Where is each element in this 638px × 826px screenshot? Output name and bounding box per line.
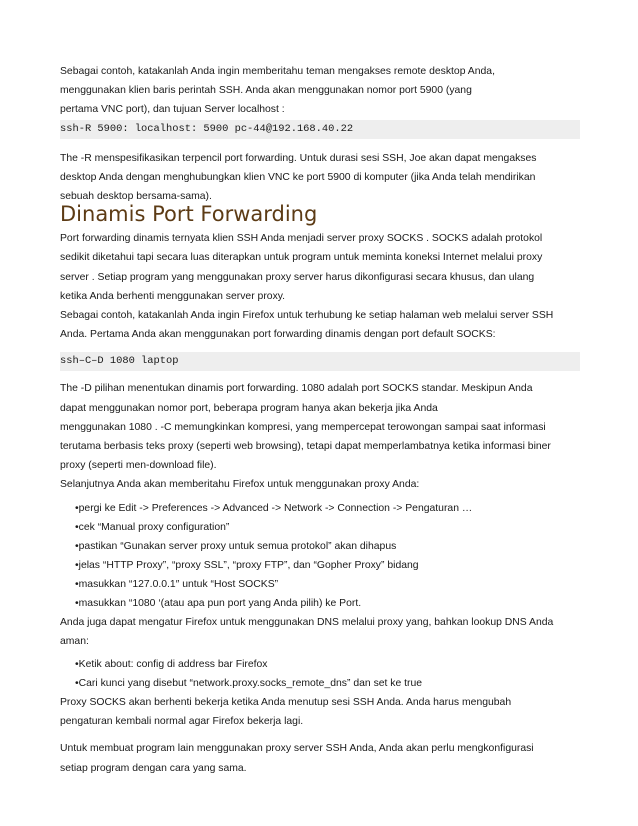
list-item: •Cari kunci yang disebut “network.proxy.socks_remote_dns” dan set ke true bbox=[75, 678, 423, 690]
section-paragraph-2 bbox=[60, 379, 580, 494]
text-line: dapat menggunakan nomor port, beberapa program hanya akan bekerja jika Anda bbox=[60, 402, 438, 414]
code-block-ssh-d: ssh–C–D 1080 laptop bbox=[60, 352, 580, 371]
text-line: setiap program dengan cara yang sama. bbox=[60, 762, 247, 774]
text-line: ketika Anda berhenti menggunakan server proxy. bbox=[60, 290, 286, 302]
text-line: proxy (seperti men-download file). bbox=[60, 460, 217, 472]
text-line: desktop Anda dengan menghubungkan klien VNC ke port 5900 di komputer (jika Anda telah mendirikan bbox=[60, 171, 536, 183]
section-paragraph-4 bbox=[60, 693, 580, 731]
text-line: sebuah desktop bersama-sama). bbox=[60, 191, 212, 203]
text-line: Anda. Pertama Anda akan menggunakan port forwarding dinamis dengan port default SOCKS: bbox=[60, 329, 496, 341]
dns-steps-list bbox=[60, 655, 580, 693]
list-item: •jelas “HTTP Proxy”, “proxy SSL”, “proxy FTP”, dan “Gopher Proxy” bidang bbox=[75, 559, 419, 571]
text-line: Sebagai contoh, katakanlah Anda ingin memberitahu teman mengakses remote desktop Anda, bbox=[60, 66, 495, 77]
text-line: aman: bbox=[60, 635, 89, 647]
text-line: terutama berbasis teks proxy (seperti web browsing), tetapi dapat memperlambatnya ketika informasi biner bbox=[60, 441, 551, 453]
list-item: •cek “Manual proxy configuration” bbox=[75, 521, 230, 533]
text-line: pertama VNC port), dan tujuan Server localhost : bbox=[60, 104, 285, 116]
text-line: pengaturan kembali normal agar Firefox bekerja lagi. bbox=[60, 716, 304, 728]
explanation-paragraph bbox=[60, 149, 580, 207]
section-paragraph-5 bbox=[60, 739, 580, 777]
text-line: Anda juga dapat mengatur Firefox untuk menggunakan DNS melalui proxy yang, bahkan lookup DNS Anda bbox=[60, 616, 554, 628]
text-line: The -R menspesifikasikan terpencil port forwarding. Untuk durasi sesi SSH, Joe akan dapat mengakses bbox=[60, 152, 537, 164]
firefox-steps-list bbox=[60, 499, 580, 613]
section-heading: Dinamis Port Forwarding bbox=[60, 202, 318, 227]
text-line: sedikit diketahui tapi secara luas diterapkan untuk program untuk meminta koneksi Internet melalui proxy bbox=[60, 252, 543, 264]
section-paragraph-3 bbox=[60, 613, 580, 651]
text-line: Sebagai contoh, katakanlah Anda ingin Firefox untuk terhubung ke setiap halaman web melalui server SSH bbox=[60, 310, 554, 322]
text-line: Selanjutnya Anda akan memberitahu Firefox untuk menggunakan proxy Anda: bbox=[60, 479, 420, 491]
list-item: •masukkan “1080 ‘(atau apa pun port yang Anda pilih) ke Port. bbox=[75, 597, 362, 609]
document-page bbox=[60, 62, 580, 778]
list-item: •Ketik about: config di address bar Firefox bbox=[75, 659, 268, 671]
section-paragraph-1 bbox=[60, 229, 580, 344]
list-item: •masukkan “127.0.0.1″ untuk “Host SOCKS” bbox=[75, 578, 279, 590]
text-line: server . Setiap program yang menggunakan proxy server harus dikonfigurasi secara khusus, dan ulang bbox=[60, 271, 535, 283]
list-item: •pastikan “Gunakan server proxy untuk semua protokol” akan dihapus bbox=[75, 540, 397, 552]
text-line: menggunakan klien baris perintah SSH. Anda akan menggunakan nomor port 5900 (yang bbox=[60, 85, 472, 97]
text-line: menggunakan 1080 . -C memungkinkan kompresi, yang mempercepat terowongan sampai saat informasi bbox=[60, 421, 546, 433]
intro-paragraph bbox=[60, 62, 580, 120]
text-line: Port forwarding dinamis ternyata klien SSH Anda menjadi server proxy SOCKS . SOCKS adalah protokol bbox=[60, 233, 543, 245]
code-block-ssh-r: ssh-R 5900: localhost: 5900 pc-44@192.168.40.22 bbox=[60, 120, 580, 139]
list-item: •pergi ke Edit -> Preferences -> Advanced -> Network -> Connection -> Pengaturan … bbox=[75, 502, 473, 514]
text-line: Proxy SOCKS akan berhenti bekerja ketika Anda menutup sesi SSH Anda. Anda harus mengubah bbox=[60, 697, 512, 709]
text-line: The -D pilihan menentukan dinamis port forwarding. 1080 adalah port SOCKS standar. Meskipun Anda bbox=[60, 383, 533, 395]
text-line: Untuk membuat program lain menggunakan proxy server SSH Anda, Anda akan perlu mengkonfigurasi bbox=[60, 743, 534, 755]
